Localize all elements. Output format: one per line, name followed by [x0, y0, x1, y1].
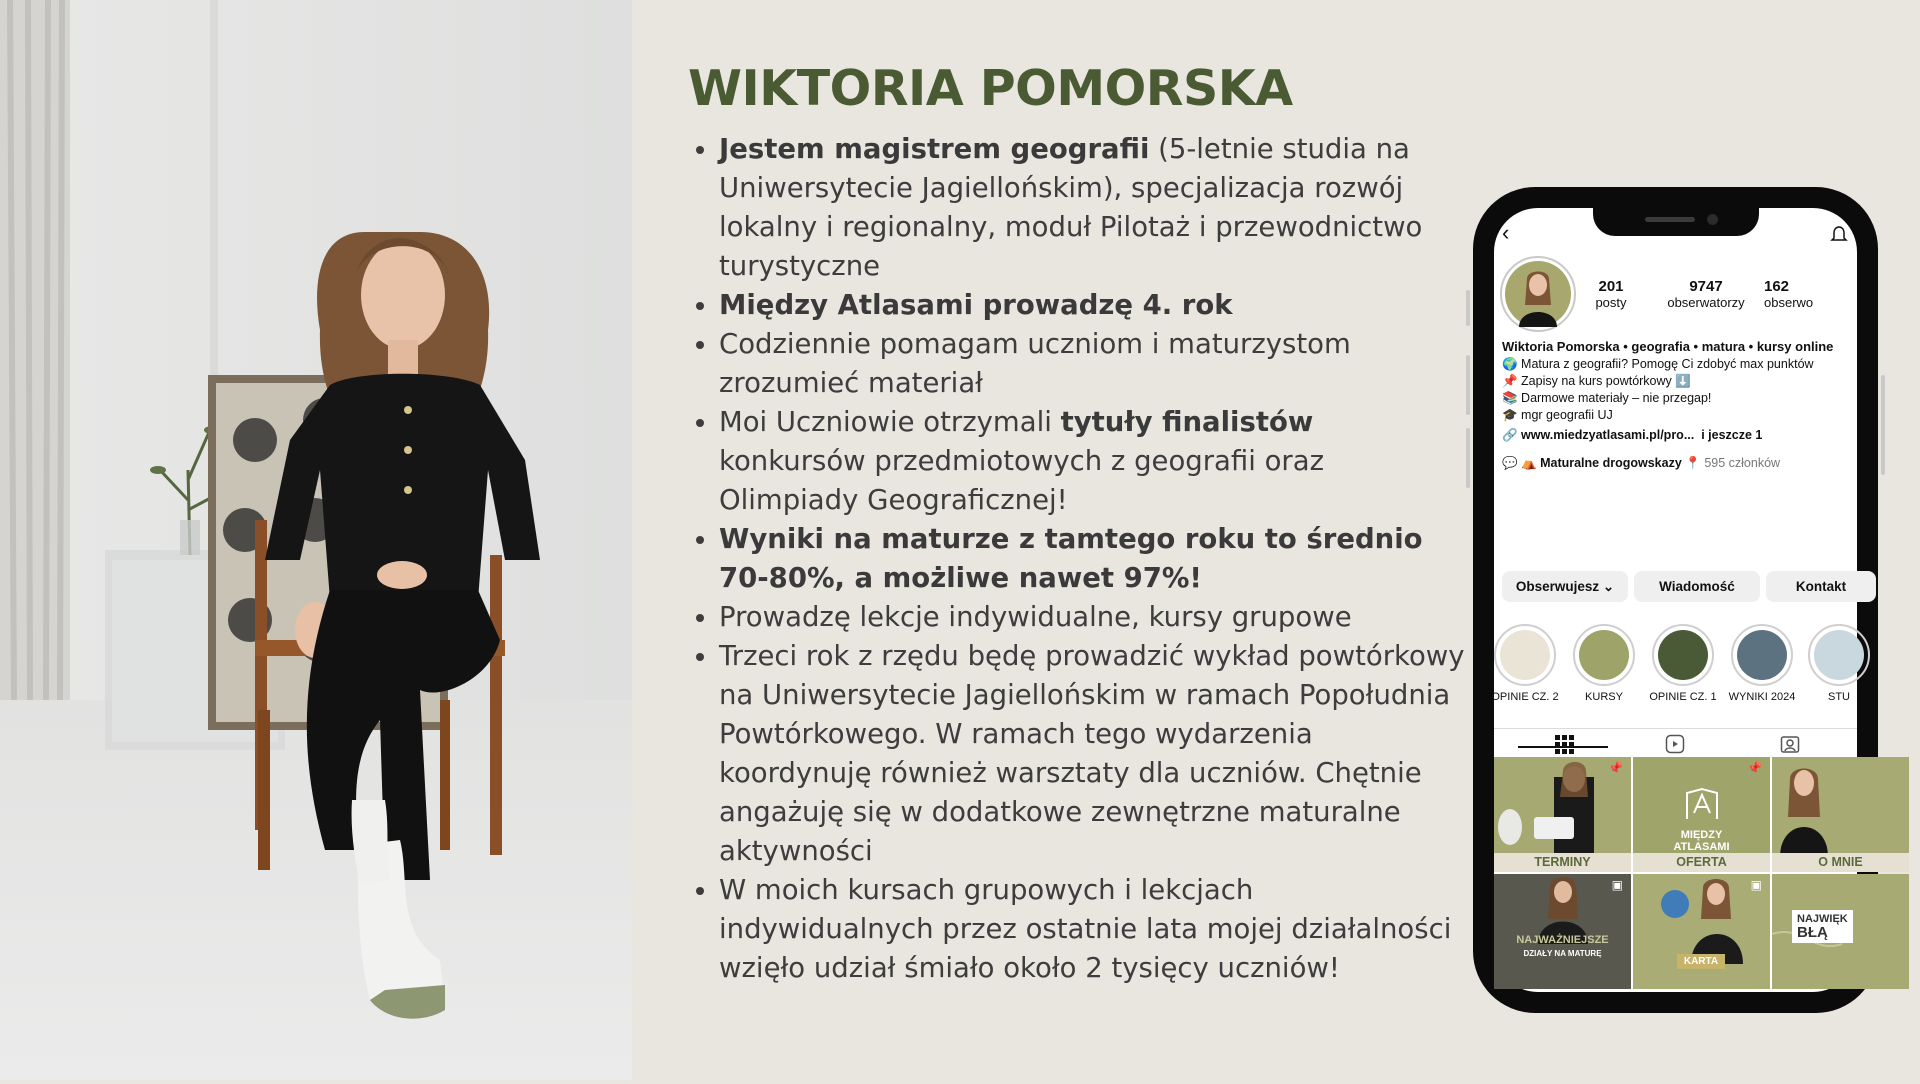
reel-icon: ▣ [1611, 878, 1623, 892]
phone-mockup [1473, 187, 1878, 1013]
message-button[interactable]: Wiadomość [1634, 571, 1760, 602]
notification-bell-icon[interactable] [1830, 225, 1848, 243]
post-text: NAJWIĘK BŁĄ [1792, 910, 1853, 943]
post-tile[interactable] [1633, 874, 1770, 989]
phone-side-button [1881, 375, 1885, 475]
phone-notch [1593, 208, 1759, 236]
grid-icon[interactable] [1554, 734, 1574, 754]
post-subtext: DZIAŁY NA MATURĘ [1523, 949, 1602, 958]
bio-line: 📚 Darmowe materiały – nie przegap! [1502, 391, 1712, 405]
avatar[interactable] [1500, 256, 1576, 332]
reel-icon: ▣ [1750, 878, 1762, 892]
tagged-icon[interactable] [1780, 734, 1800, 754]
highlight-wyniki-2024[interactable]: WYNIKI 2024 [1723, 624, 1801, 703]
portrait-photo [0, 0, 632, 1080]
post-tile[interactable] [1494, 757, 1631, 872]
post-caption: OFERTA [1633, 853, 1770, 872]
page-title: WIKTORIA POMORSKA [688, 60, 1293, 117]
post-tile[interactable] [1494, 874, 1631, 989]
stat-followers[interactable]: 9747 obserwatorzy [1667, 278, 1745, 310]
phone-side-button [1466, 355, 1470, 415]
post-caption: O MNIE [1772, 853, 1909, 872]
atlas-logo-icon [1684, 787, 1720, 821]
following-button[interactable]: Obserwujesz ⌄ [1502, 571, 1628, 602]
list-item: W moich kursach grupowych i lekcjach indywidualnych przez ostatnie lata mojej działalności wzięło udział śmiało około 2 tysięcy uczniów! [688, 871, 1468, 988]
members-count: 📍 595 członków [1685, 456, 1781, 470]
channel-icon: 💬 ⛺ [1502, 456, 1541, 470]
post-text: NAJWAŻNIEJSZE [1516, 934, 1609, 946]
achievement-list [688, 130, 1468, 988]
phone-side-button [1466, 428, 1470, 488]
list-item: Codziennie pomagam uczniom i maturzystom zrozumieć materiał [688, 325, 1468, 403]
post-tile[interactable] [1772, 757, 1909, 872]
post-tile[interactable] [1633, 757, 1770, 872]
list-item: Moi Uczniowie otrzymali tytuły finalistów konkursów przedmiotowych z geografii oraz Olimpiady Geograficznej! [688, 403, 1468, 520]
phone-side-button [1466, 290, 1470, 326]
channel-link[interactable]: 💬 ⛺ Maturalne drogowskazy 📍 595 członków [1502, 456, 1781, 470]
link-icon: 🔗 [1502, 428, 1522, 442]
bio-name: Wiktoria Pomorska • geografia • matura • kursy online [1502, 339, 1834, 354]
tab-divider [1494, 728, 1857, 729]
bio-line: 🌍 Matura z geografii? Pomogę Ci zdobyć max punktów [1502, 357, 1814, 371]
bio-line: 📌 Zapisy na kurs powtórkowy ⬇️ [1502, 374, 1691, 388]
pin-icon: 📌 [1608, 761, 1623, 775]
list-item: Trzeci rok z rzędu będę prowadzić wykład powtórkowy na Uniwersytecie Jagiellońskim w ramach Popołudnia Powtórkowego. W ramach tego wydarzenia koordynuję również warsztaty dla uczniów. Chętnie angażuję się w dodatkowe zewnętrzne maturalne aktywności [688, 637, 1468, 871]
stat-following[interactable]: 162 obserwo [1764, 278, 1814, 310]
stat-posts[interactable]: 201 posty [1595, 278, 1627, 310]
logo-text: MIĘDZY ATLASAMI [1673, 829, 1730, 853]
bio-line: 🎓 mgr geografii UJ [1502, 408, 1613, 422]
highlight-kursy[interactable]: KURSY [1565, 624, 1643, 703]
list-item: Wyniki na maturze z tamtego roku to średnio 70-80%, a możliwe nawet 97%! [688, 520, 1468, 598]
highlight-studia[interactable]: STU [1800, 624, 1878, 703]
list-item: Jestem magistrem geografii (5-letnie studia na Uniwersytecie Jagiellońskim), specjalizacja rozwój lokalny i regionalny, moduł Pilotaż i przewodnictwo turystyczne [688, 130, 1468, 286]
list-item: Prowadzę lekcje indywidualne, kursy grupowe [688, 598, 1468, 637]
post-text: KARTA [1677, 954, 1725, 969]
instagram-profile-screen [1491, 208, 1863, 992]
post-caption: TERMINY [1494, 853, 1631, 872]
back-icon[interactable]: ‹ [1502, 220, 1510, 245]
contact-button[interactable]: Kontakt [1766, 571, 1876, 602]
bio-link[interactable]: 🔗 www.miedzyatlasami.pl/pro... i jeszcze 1 [1502, 428, 1763, 442]
highlight-opinie-2[interactable]: OPINIE CZ. 2 [1486, 624, 1564, 703]
bio-section [688, 58, 1468, 988]
reels-icon[interactable] [1665, 734, 1685, 754]
list-item: Między Atlasami prowadzę 4. rok [688, 286, 1468, 325]
post-tile[interactable] [1772, 874, 1909, 989]
pin-icon: 📌 [1747, 761, 1762, 775]
highlight-opinie-1[interactable]: OPINIE CZ. 1 [1644, 624, 1722, 703]
